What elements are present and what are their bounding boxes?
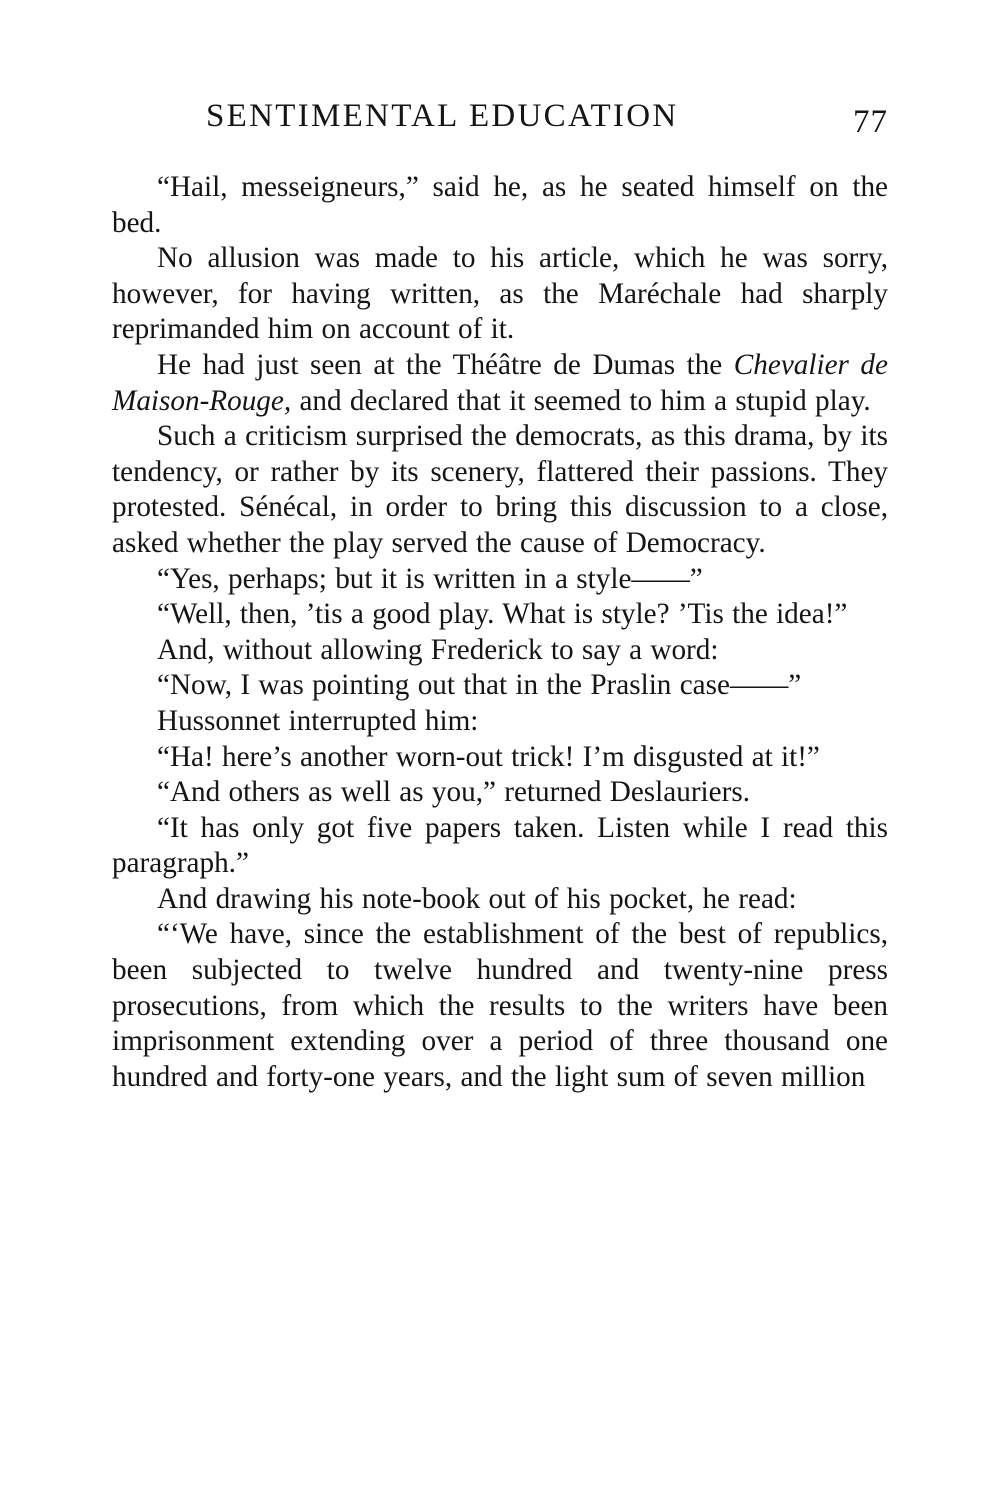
running-title: SENTIMENTAL EDUCATION — [206, 98, 679, 134]
paragraph: “Ha! here’s another worn-out trick! I’m disgusted at it!” — [157, 740, 820, 773]
paragraph: “Yes, perhaps; but it is written in a style——” — [157, 562, 703, 595]
paragraph: And drawing his note-book out of his pocket, he read: — [157, 882, 797, 915]
paragraph: Such a criticism surprised the democrats, as this drama, by its tendency, or rather by its scenery, flattered their passions. They protested. Sénécal, in order to bring this discussion to a close, asked whether the play served the cause of Democracy. — [112, 420, 888, 559]
italic-title: Chevalier de Maison-Rouge, — [112, 348, 888, 417]
page-header — [112, 92, 888, 144]
paragraph: “And others as well as you,” returned Deslauriers. — [157, 776, 750, 809]
paragraph: Hussonnet interrupted him: — [157, 704, 479, 737]
paragraph: “Hail, messeigneurs,” said he, as he seated himself on the bed. — [112, 171, 888, 239]
page-number: 77 — [853, 104, 888, 140]
paragraph — [112, 348, 888, 419]
paragraph-text: He had just seen at the Théâtre de Dumas the — [157, 348, 734, 381]
paragraph: “Now, I was pointing out that in the Praslin case——” — [157, 669, 802, 702]
book-page — [112, 92, 888, 1095]
paragraph-text: and declared that it seemed to him a stupid play. — [291, 384, 871, 417]
body-text — [112, 170, 888, 1095]
paragraph: “It has only got five papers taken. Listen while I read this paragraph.” — [112, 811, 888, 880]
paragraph: And, without allowing Frederick to say a word: — [157, 633, 719, 666]
paragraph: “‘We have, since the establishment of the best of republics, been subjected to twelve hundred and twenty-nine press prosecutions, from which the results to the writers have been imprisonment extending over a period of three thousand one hundred and forty-one years, and the light sum of seven million — [112, 918, 888, 1093]
paragraph: “Well, then, ’tis a good play. What is style? ’Tis the idea!” — [157, 598, 848, 631]
paragraph: No allusion was made to his article, which he was sorry, however, for having written, as the Maréchale had sharply reprimanded him on account of it. — [112, 242, 888, 346]
